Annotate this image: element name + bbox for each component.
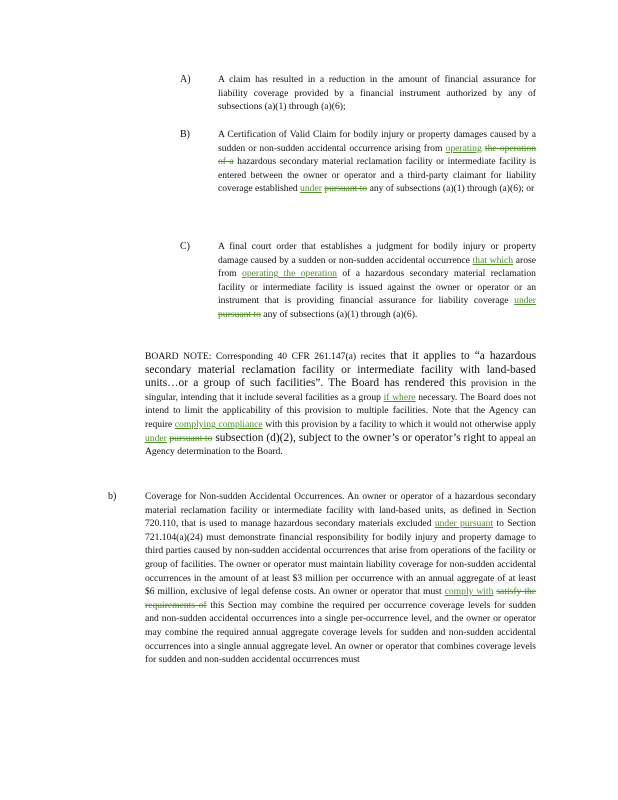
emphasized-text: that it applies to “a hazardous secondary material reclamation facility or intermediate facility with land-based units…or a group of such facilities”. The Board has rendered this [145, 350, 537, 390]
text-run: A claim has resulted in a reduction in the amount of financial assurance for liability coverage provided by a financial instrument authorized by any of subsections (a)(1) through (a)(6); [218, 74, 536, 113]
inserted-text: under pursuant [434, 518, 494, 530]
inserted-text: under [300, 183, 322, 195]
item-label-a: A) [180, 74, 191, 85]
inserted-text: comply with [444, 586, 494, 598]
inserted-text: operating [445, 142, 482, 154]
deleted-text: pursuant to [169, 432, 213, 444]
text-run: A Certification of Valid Claim for bodily injury or property damages caused by a sudden or non-sudden accidental occurrence arising from [218, 129, 536, 154]
text-run: necessary. The Board does not intend to limit the applicability of this provision to multiple facilities. Note that the Agency can require [145, 391, 536, 430]
section-b-text [145, 490, 536, 667]
text-run: any of subsections (a)(1) through (a)(6). [260, 308, 418, 320]
emphasized-text: subsection (d)(2), subject to the owner’s or operator’s right to [212, 431, 497, 444]
text-run: provision in the singular, intending that it include several facilities as a group [145, 378, 536, 403]
text-run: BOARD NOTE: Corresponding 40 CFR 261.147(a) recites [145, 351, 391, 362]
text-run: hazardous secondary material reclamation facility or intermediate facility is entered between the owner or operator and a third-party claimant for liability coverage established [218, 156, 537, 195]
inserted-text: that which [472, 254, 514, 266]
text-run: to Section 721.104(a)(24) must demonstrate financial responsibility for bodily injury and property damage to third parties caused by non-sudden accidental occurrences that arise from operations of the facility or group of facilities. The owner or operator must maintain liability coverage for non-sudden accidental occurrences in the amount of at least $3 million per occurrence with an annual aggregate of at least $6 million, exclusive of legal defense costs. An owner or operator that must [145, 518, 536, 598]
text-run: A final court order that establishes a judgment for bodily injury or property damage caused by a sudden or non-sudden accidental occurrence [218, 241, 536, 266]
deleted-text: the operation of a [218, 142, 536, 168]
inserted-text: complying compliance [174, 418, 263, 430]
deleted-text: pursuant to [218, 308, 261, 320]
text-run: any of subsections (a)(1) through (a)(6); or [367, 183, 535, 195]
item-text-c [218, 240, 536, 322]
deleted-text: pursuant to [324, 183, 368, 195]
item-text-b [218, 128, 536, 196]
inserted-text: under [145, 432, 167, 444]
deleted-text: satisfy the requirements of [145, 586, 537, 611]
item-label-b: B) [180, 129, 190, 140]
inserted-text: if where [383, 391, 416, 403]
text-run: with this provision by a facility to which it would not otherwise apply [262, 418, 536, 430]
text-run: appeal an Agency determination to the Board. [145, 432, 536, 458]
text-run: Coverage for Non-sudden Accidental Occurrences. An owner or operator of a hazardous secondary material reclamation facility or intermediate facility with land-based units, as defined in Section 720.110, that is used to manage hazardous secondary materials excluded [145, 491, 536, 530]
inserted-text: operating the operation [242, 268, 337, 280]
item-text-a [218, 73, 536, 114]
item-label-c: C) [180, 241, 190, 252]
text-run: this Section may combine the required per occurrence coverage levels for sudden and non-sudden accidental occurrences into a single per-occurrence level, and the owner or operator may combine the required annual aggregate coverage levels for sudden and non-sudden accidental occurrences into a single annual aggregate level. An owner or operator that combines coverage levels for sudden and non-sudden accidental occurrences must [145, 599, 536, 666]
text-run: arose from [218, 254, 537, 280]
inserted-text: under [514, 295, 536, 307]
section-b-label: b) [108, 491, 117, 502]
text-run: of a hazardous secondary material reclamation facility or intermediate facility is issued against the owner or operator or an instrument that is providing financial assurance for liability coverage [218, 268, 536, 307]
board-note [145, 350, 536, 459]
